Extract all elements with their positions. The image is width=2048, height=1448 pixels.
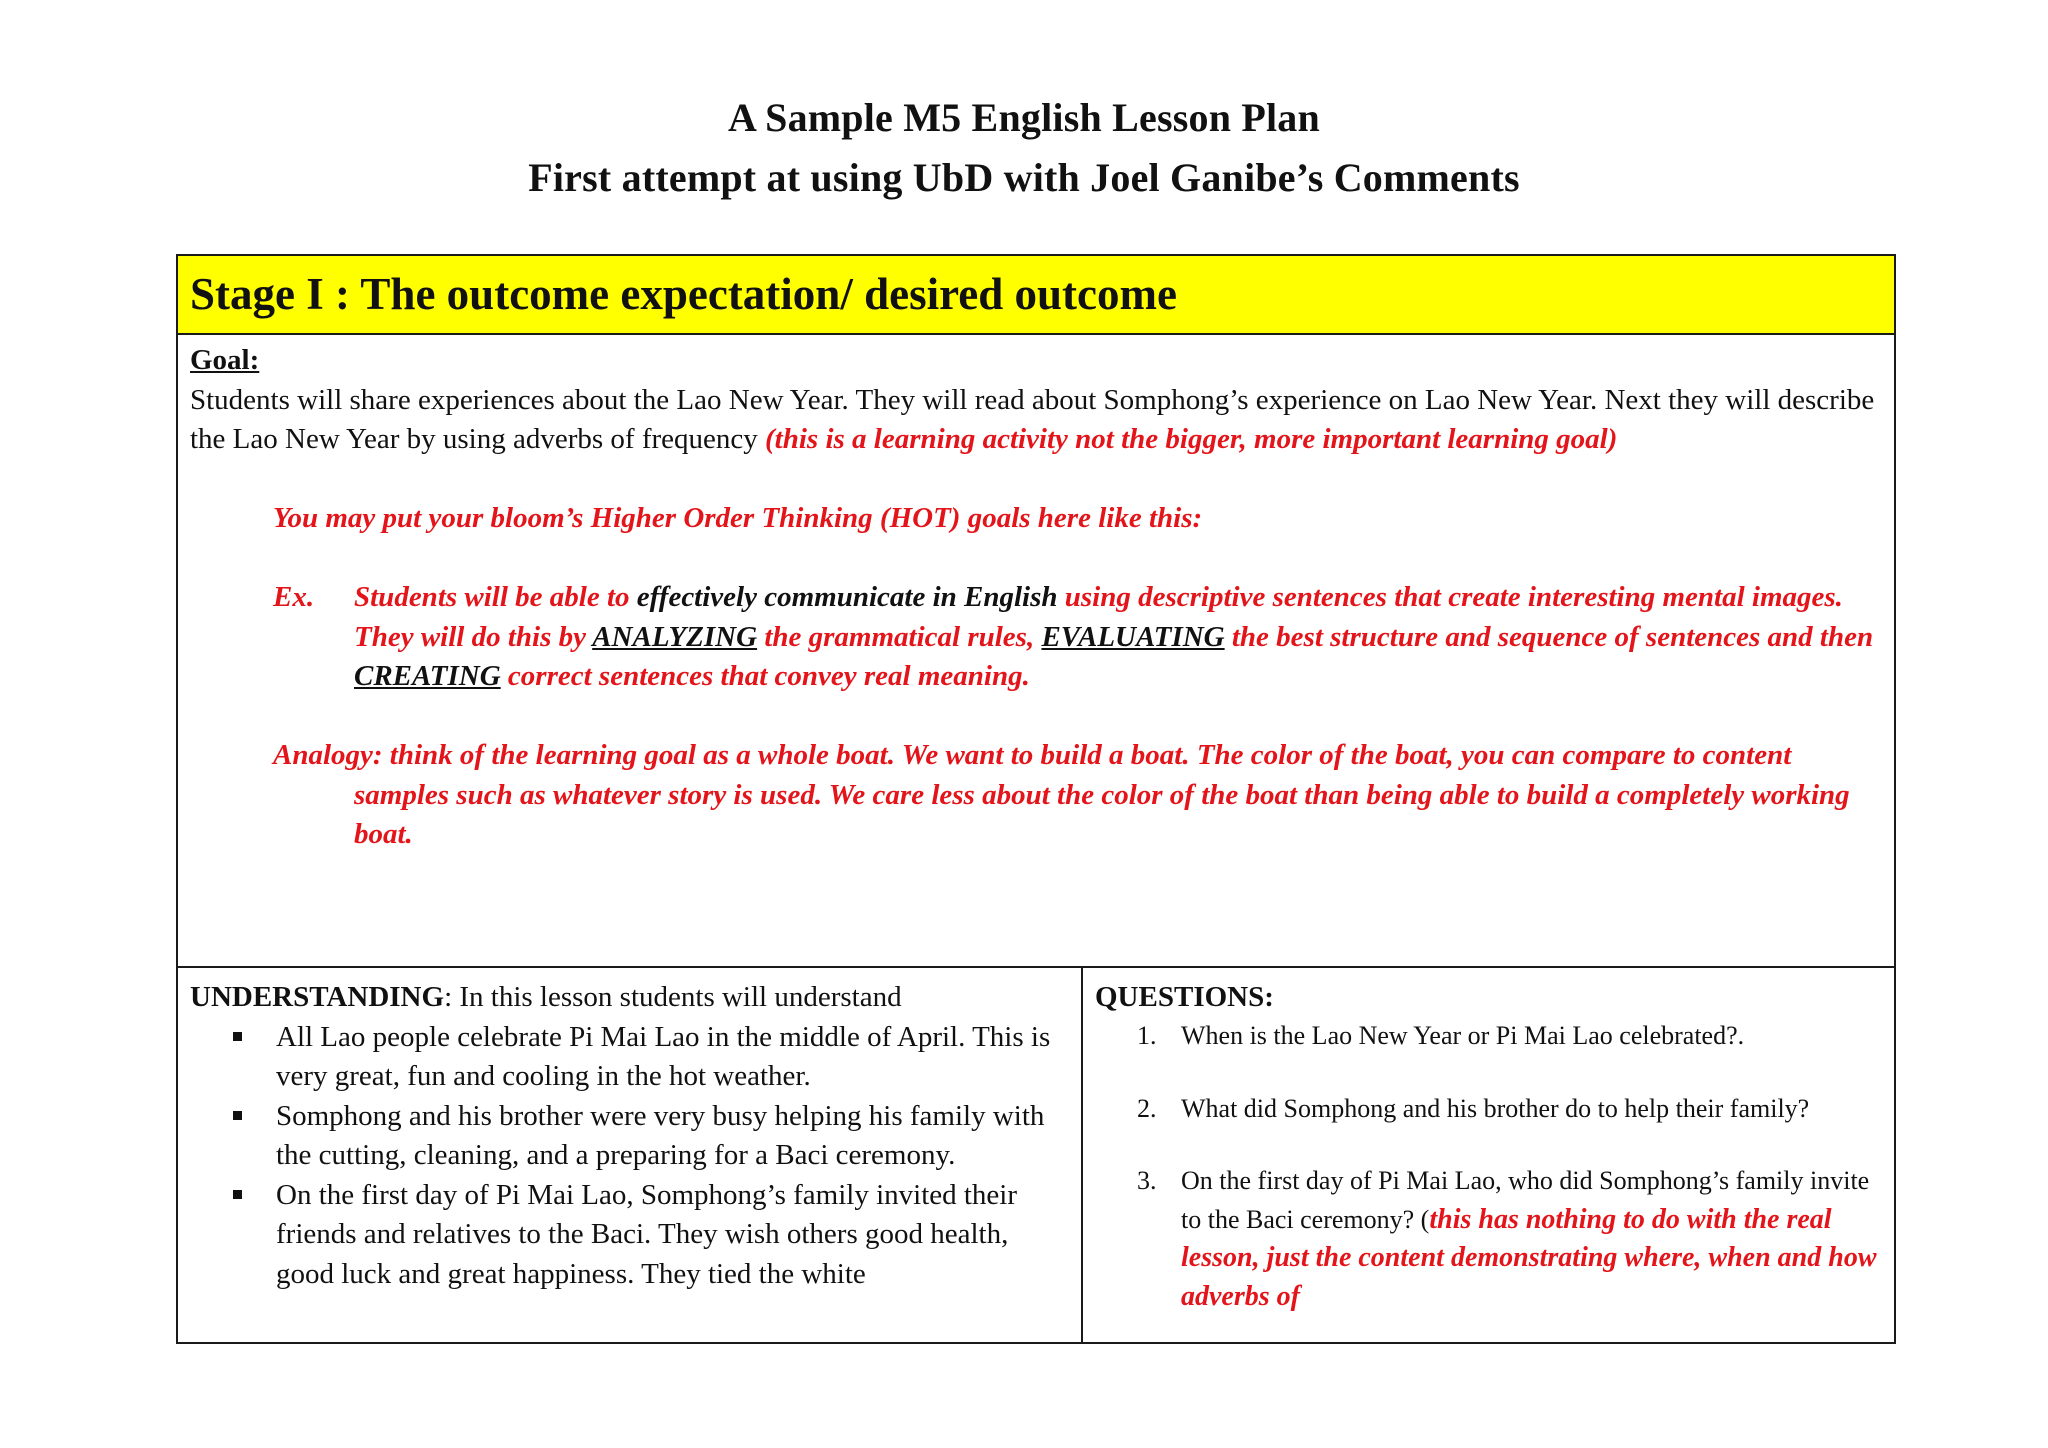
analogy-paragraph: Analogy: think of the learning goal as a whole boat. We want to build a boat. The color of the boat, you can compare to content samples such as whatever story is used. We care less about the color of the boat than being able to build a completely working boat.: [273, 739, 1850, 850]
understanding-bullet-1: All Lao people celebrate Pi Mai Lao in the middle of April. This is very great, fun and cooling in the hot weather.: [276, 1020, 1051, 1092]
document-titles: [0, 88, 2048, 208]
list-item: [190, 1176, 1069, 1295]
questions-section: [1083, 968, 1894, 1342]
question-comment: this has nothing to do with the real lesson, just the content demonstrating where, when and how adverbs of: [1181, 1203, 1877, 1312]
example2-text-1: They will do this by: [354, 620, 593, 653]
goal-paragraph: [190, 381, 1882, 460]
example-text-1: Students will be able to: [354, 581, 637, 613]
question-number: 2.: [1137, 1093, 1157, 1123]
lesson-plan-table: [176, 254, 1896, 1344]
example2-text-2: the grammatical rules,: [757, 620, 1042, 653]
bullet-icon: [233, 1032, 242, 1041]
list-item: [190, 1097, 1069, 1176]
example-paragraph-2: [190, 618, 1882, 697]
document-title: A Sample M5 English Lesson Plan: [728, 95, 1320, 140]
list-item: [190, 1018, 1069, 1097]
hot-intro: You may put your bloom’s Higher Order Thinking (HOT) goals here like this:: [273, 502, 1203, 534]
example-text-3: using descriptive sentences that create interesting mental images.: [1057, 581, 1843, 613]
creating-keyword: CREATING: [354, 660, 501, 692]
example2-text-4: correct sentences that convey real meaning.: [500, 660, 1030, 692]
understanding-label: UNDERSTANDING: [190, 981, 445, 1013]
list-item: [1095, 1017, 1882, 1056]
question-number: 3.: [1137, 1166, 1157, 1195]
goal-text: Students will share experiences about the Lao New Year. They will read about Somphong’s experience on Lao New Year. Next they will describe the Lao New Year by using adverbs of frequency: [190, 383, 1875, 455]
understanding-list: [190, 1018, 1069, 1295]
goal-comment: (this is a learning activity not the bigger, more important learning goal): [765, 423, 1618, 455]
list-item: [1095, 1162, 1882, 1316]
example-paragraph: [190, 578, 1882, 618]
questions-list: [1095, 1017, 1882, 1316]
understanding-heading: [190, 978, 1069, 1018]
bullet-icon: [233, 1190, 242, 1199]
bullet-icon: [233, 1111, 242, 1120]
question-text-1: When is the Lao New Year or Pi Mai Lao celebrated?.: [1181, 1021, 1745, 1050]
question-text-2: What did Somphong and his brother do to help their family?: [1181, 1093, 1810, 1123]
question-number: 1.: [1137, 1021, 1157, 1050]
example2-text-3: the best structure and sequence of sentences and then: [1224, 620, 1874, 653]
understanding-bullet-2: Somphong and his brother were very busy helping his family with the cutting, cleaning, and a preparing for a Baci ceremony.: [276, 1099, 1045, 1171]
understanding-bullet-3: On the first day of Pi Mai Lao, Somphong’s family invited their friends and relatives to the Baci. They wish others good health, good luck and great happiness. They tied the white: [276, 1178, 1018, 1290]
question-text-3: On the first day of Pi Mai Lao, who did Somphong’s family invite to the Baci ceremony? (: [1181, 1166, 1870, 1234]
list-item: [1095, 1090, 1882, 1129]
goal-label: Goal:: [190, 344, 260, 376]
understanding-section: [178, 968, 1083, 1342]
example-label: Ex.: [273, 581, 315, 613]
document-subtitle: First attempt at using UbD with Joel Ganibe’s Comments: [528, 155, 1520, 200]
stage-heading: Stage I : The outcome expectation/ desired outcome: [178, 256, 1894, 335]
understanding-intro: : In this lesson students will understand: [444, 981, 902, 1013]
analyzing-keyword: ANALYZING: [592, 620, 758, 653]
example-text-2: effectively communicate in English: [636, 581, 1058, 613]
goal-section: [178, 335, 1894, 968]
questions-heading: QUESTIONS:: [1095, 981, 1274, 1013]
evaluating-keyword: EVALUATING: [1041, 620, 1225, 653]
